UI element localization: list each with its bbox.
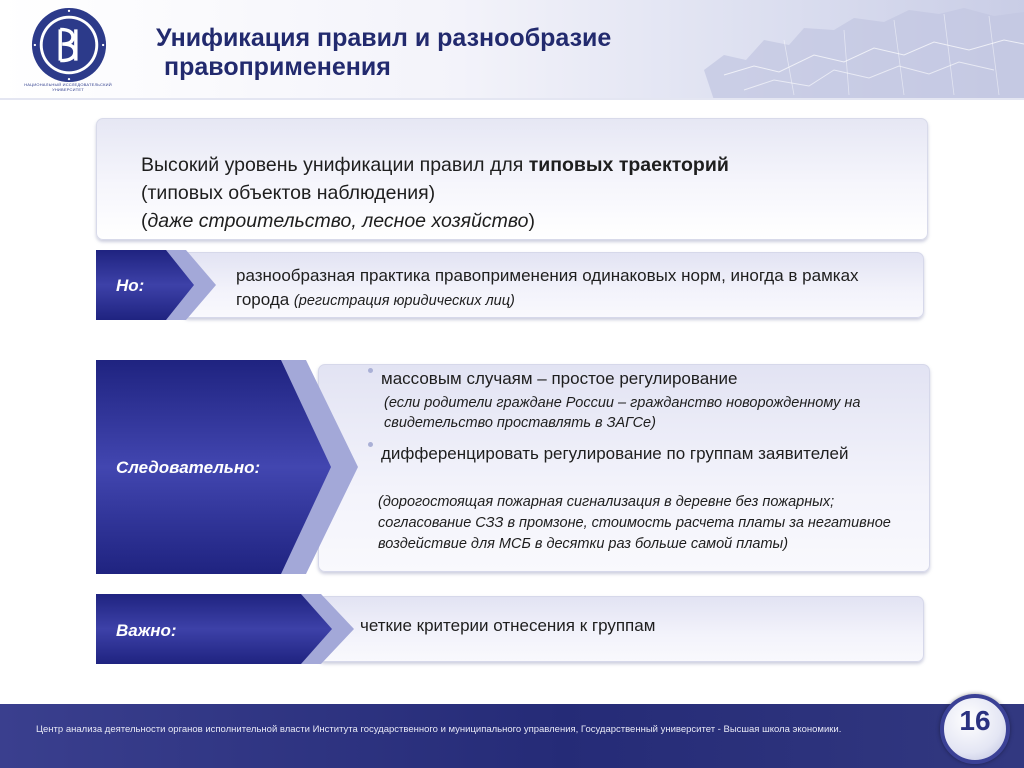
intro-line3-open: ( [141,210,148,232]
row-but-note: (регистрация юридических лиц) [293,293,515,309]
bullet-2-text: дифференцировать регулирование по группам заявителей [381,444,849,463]
page-number-badge [940,694,1010,764]
bullet-dot-2 [368,442,373,447]
bullet-2-note: (дорогостоящая пожарная сигнализация в деревне без пожарных; согласование СЗЗ в промзоне, стоимость расчета платы за негативное воздействие для МСБ в десятки раз больше самой платы) [378,494,891,552]
footer-text: Центр анализа деятельности органов исполнительной власти Института государственного и муниципального управления, Государственный университет - Высшая школа экономики. [36,724,842,735]
intro-line2: (типовых объектов наблюдения) [141,182,436,204]
row-important-text: четкие критерии отнесения к группам [360,616,656,635]
slide-header [0,0,1024,100]
bullet-1-note: (если родители граждане России – гражданство новорожденному на свидетельство проставлять в ЗАГСе) [384,395,861,431]
row-therefore [96,360,930,574]
logo-caption: НАЦИОНАЛЬНЫЙ ИССЛЕДОВАТЕЛЬСКИЙ УНИВЕРСИТЕТ [24,82,112,92]
header-divider [0,98,1024,100]
title-line-2: правоприменения [164,53,391,81]
hse-logo [30,6,108,84]
row-but-main: разнообразная практика правоприменения одинаковых норм, иногда в рамках города [236,266,859,309]
slide-title [156,24,716,82]
bullet-dot-1 [368,368,373,373]
intro-line1-bold: типовых траекторий [528,154,729,176]
row-important [96,594,926,664]
label-important: Важно: [116,621,177,640]
intro-line3-italic: даже строительство, лесное хозяйство [147,210,529,232]
intro-box [96,118,928,240]
intro-line3-close: ) [528,210,536,232]
bullet-1-text: массовым случаям – простое регулирование [381,369,738,388]
intro-text [141,151,901,235]
label-therefore: Следовательно: [116,458,261,477]
row-but-text [236,264,916,313]
intro-line1-prefix: Высокий уровень унификации правил для [141,154,529,176]
russia-map-decoration [684,0,1024,100]
row-but [96,250,926,320]
slide-footer [0,704,1024,768]
title-line-1: Унификация правил и разнообразие [156,24,612,52]
page-number: 16 [959,705,991,736]
label-but: Но: [116,276,145,295]
